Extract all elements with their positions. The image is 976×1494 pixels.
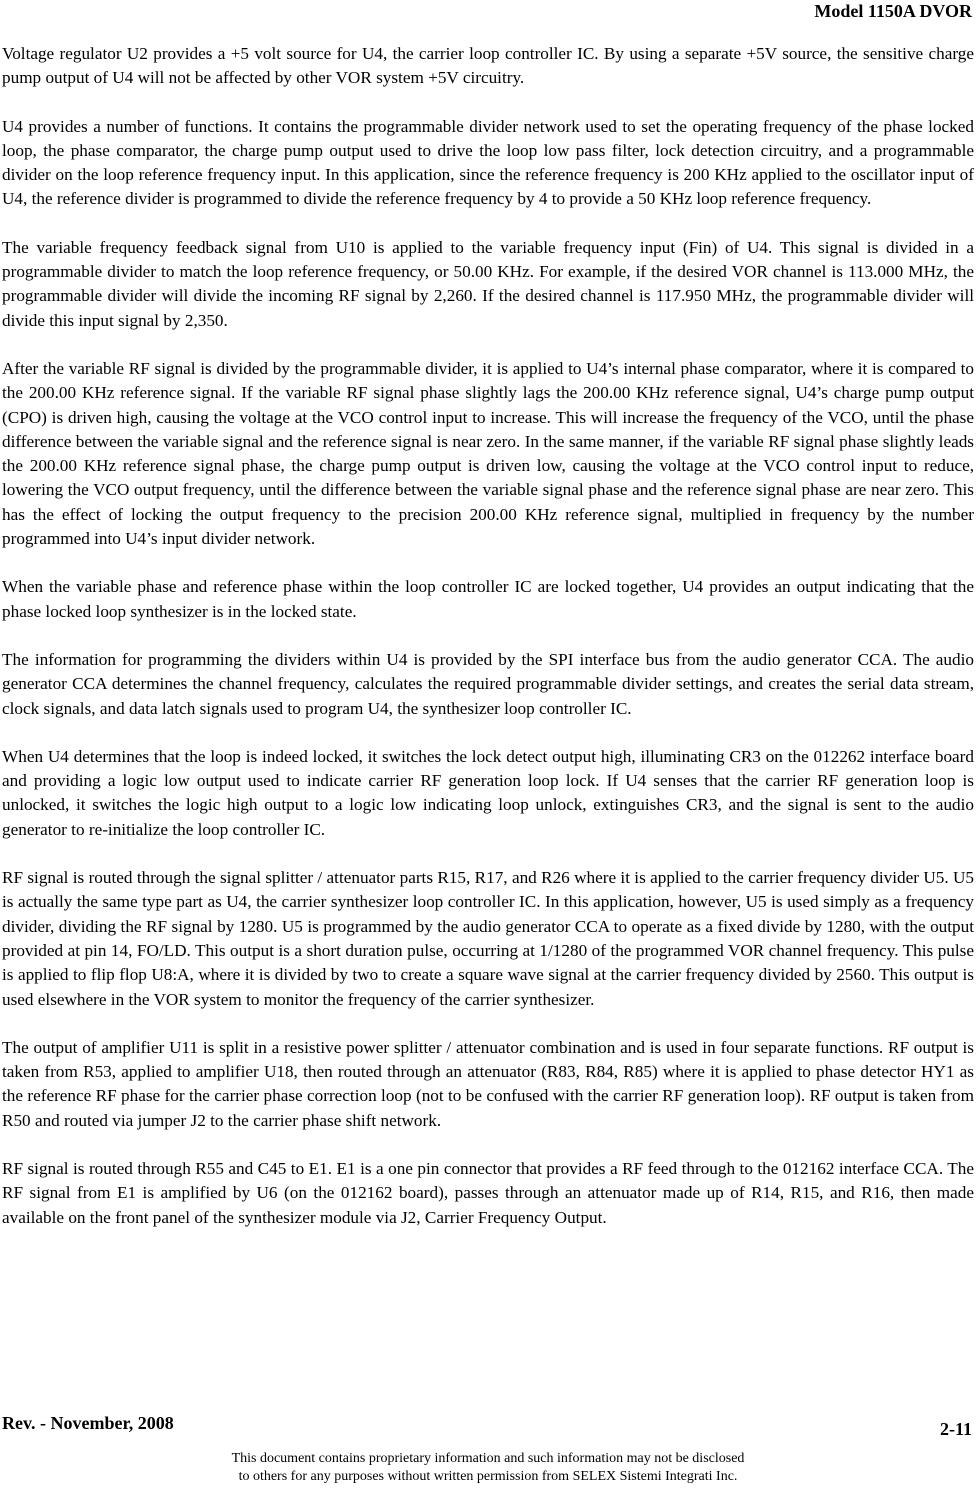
paragraph-voltage-regulator: Voltage regulator U2 provides a +5 volt source for U4, the carrier loop controller IC. By using a separate +5V source, the sensitive charge pump output of U4 will not be affected by other VOR system +5V circuitry. [2, 44, 974, 88]
footer-revision: Rev. - November, 2008 [2, 1413, 174, 1433]
paragraph-rf-feed-through: RF signal is routed through R55 and C45 to E1. E1 is a one pin connector that provides a RF feed through to the 012162 interface CCA. The RF signal from E1 is amplified by U6 (on the 012162 board), passes through an attenuator made up of R14, R15, and R16, then made available on the front panel of the synthesizer module via J2, Carrier Frequency Output. [2, 1158, 974, 1227]
paragraph-spi-programming: The information for programming the dividers within U4 is provided by the SPI interface bus from the audio generator CCA. The audio generator CCA determines the channel frequency, calculates the required programmable divider settings, and creates the serial data stream, clock signals, and data latch signals used to program U4, the synthesizer loop controller IC. [2, 649, 974, 718]
paragraph-amplifier-output: The output of amplifier U11 is split in a resistive power splitter / attenuator combination and is used in four separate functions. RF output is taken from R53, applied to amplifier U18, then routed through an attenuator (R83, R84, R85) where it is applied to phase detector HY1 as the reference RF phase for the carrier phase correction loop (not to be confused with the carrier RF generation loop). RF output is taken from R50 and routed via jumper J2 to the carrier phase shift network. [2, 1037, 974, 1130]
document-body [2, 42, 974, 1254]
disclaimer-line-1: This document contains proprietary information and such information may not be disclosed [231, 1451, 745, 1466]
paragraph-phase-comparator: After the variable RF signal is divided by the programmable divider, it is applied to U4’s internal phase comparator, where it is compared to the 200.00 KHz reference signal. If the variable RF signal phase slightly lags the 200.00 KHz reference signal, U4’s charge pump output (CPO) is driven high, causing the voltage at the VCO control input to increase. This will increase the frequency of the VCO, until the phase difference between the variable signal and the reference signal is near zero. In the same manner, if the variable RF signal phase slightly leads the 200.00 KHz reference signal phase, the charge pump output is driven low, causing the voltage at the VCO control input to reduce, lowering the VCO output frequency, until the difference between the variable signal phase and the reference signal phase are near zero. This has the effect of locking the output frequency to the precision 200.00 KHz reference signal, multiplied in frequency by the number programmed into U4’s input divider network. [2, 358, 974, 549]
paragraph-carrier-frequency-divider: RF signal is routed through the signal splitter / attenuator parts R15, R17, and R26 where it is applied to the carrier frequency divider U5. U5 is actually the same type part as U4, the carrier synthesizer loop controller IC. In this application, however, U5 is used simply as a frequency divider, dividing the RF signal by 1280. U5 is programmed by the audio generator CCA to operate as a fixed divide by 1280, with the output provided at pin 14, FO/LD. This output is a short duration pulse, occurring at 1/1280 of the programmed VOR channel frequency. This pulse is applied to flip flop U8:A, where it is divided by two to create a square wave signal at the carrier frequency divided by 2560. This output is used elsewhere in the VOR system to monitor the frequency of the carrier synthesizer. [2, 868, 974, 1009]
paragraph-variable-frequency-feedback: The variable frequency feedback signal from U10 is applied to the variable frequency input (Fin) of U4. This signal is divided in a programmable divider to match the loop reference frequency, or 50.00 KHz. For example, if the desired VOR channel is 113.000 MHz, the programmable divider will divide the incoming RF signal by 2,260. If the desired channel is 117.950 MHz, the programmable divider will divide this input signal by 2,350. [2, 237, 974, 330]
proprietary-disclaimer [0, 1450, 976, 1486]
disclaimer-line-2: to others for any purposes without written permission from SELEX Sistemi Integrati Inc. [238, 1469, 738, 1484]
footer-page-number: 2-11 [939, 1419, 972, 1439]
paragraph-locked-state: When the variable phase and reference phase within the loop controller IC are locked together, U4 provides an output indicating that the phase locked loop synthesizer is in the locked state. [2, 577, 974, 621]
page-header-model: Model 1150A DVOR [814, 1, 972, 21]
paragraph-lock-detect: When U4 determines that the loop is indeed locked, it switches the lock detect output high, illuminating CR3 on the 012262 interface board and providing a logic low output used to indicate carrier RF generation loop lock. If U4 senses that the carrier RF generation loop is unlocked, it switches the logic high output to a logic low indicating loop unlock, extinguishes CR3, and the signal is sent to the audio generator to re-initialize the loop controller IC. [2, 746, 974, 839]
paragraph-u4-functions: U4 provides a number of functions. It contains the programmable divider network used to set the operating frequency of the phase locked loop, the phase comparator, the charge pump output used to drive the loop low pass filter, lock detection circuitry, and a programmable divider on the loop reference frequency input. In this application, since the reference frequency is 200 KHz applied to the oscillator input of U4, the reference divider is programmed to divide the reference frequency by 4 to provide a 50 KHz loop reference frequency. [2, 116, 974, 209]
